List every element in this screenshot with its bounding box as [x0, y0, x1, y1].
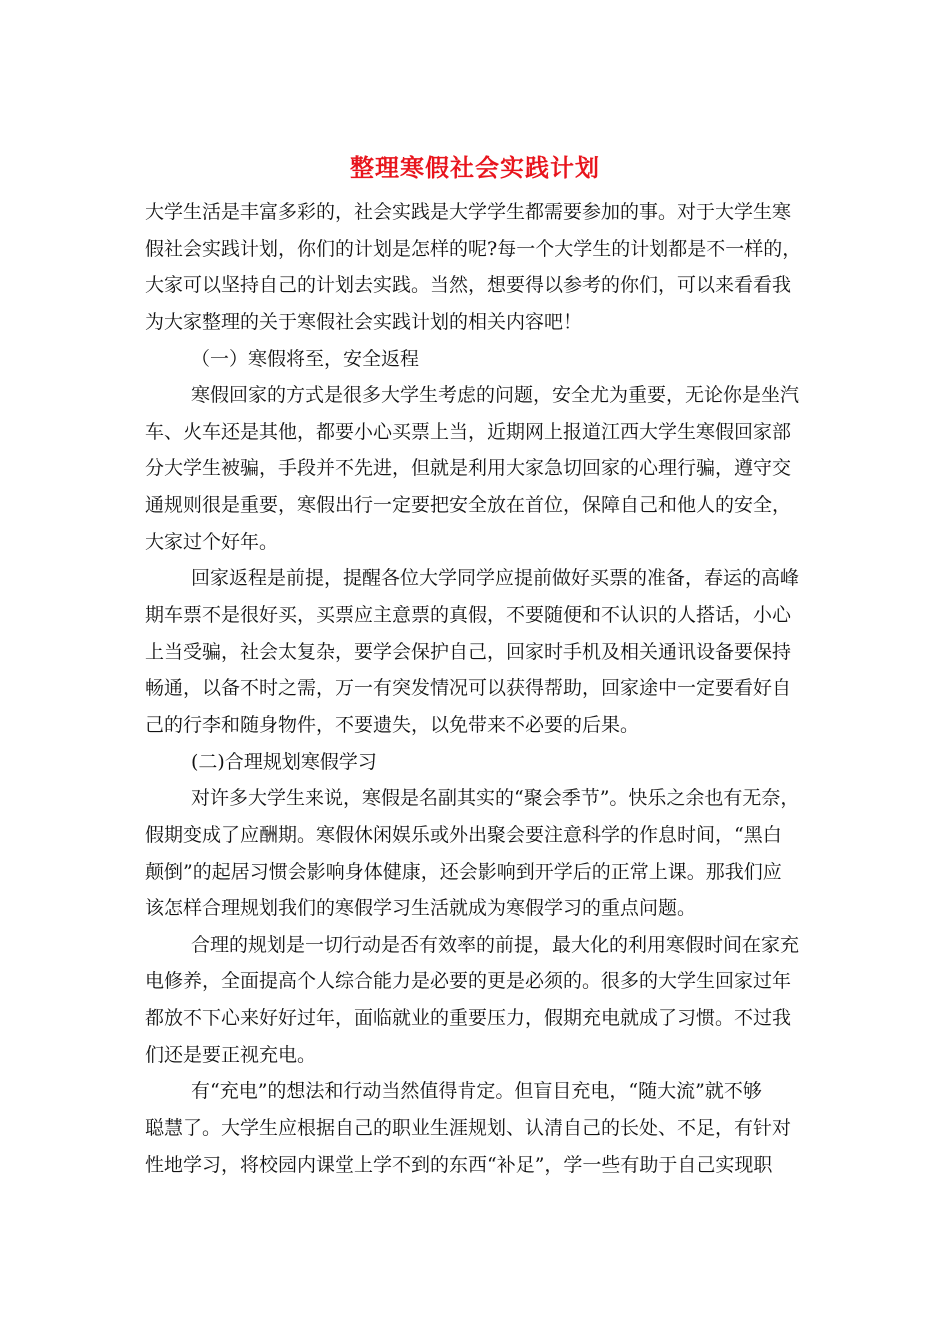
text-line: 合理的规划是一切行动是否有效率的前提，最大化的利用寒假时间在家充 [191, 933, 800, 956]
text-line: 假期变成了应酬期。寒假休闲娱乐或外出聚会要注意科学的作息时间，“黑白 [145, 823, 782, 846]
text-line: 电修养，全面提高个人综合能力是必要的更是必须的。很多的大学生回家过年 [145, 970, 792, 993]
text-line: 该怎样合理规划我们的寒假学习生活就成为寒假学习的重点问题。 [145, 897, 697, 920]
text-line: 寒假回家的方式是很多大学生考虑的问题，安全尤为重要，无论你是坐汽 [191, 384, 800, 407]
text-line: 回家返程是前提，提醒各位大学同学应提前做好买票的准备，春运的高峰 [191, 567, 800, 590]
document-body [145, 194, 827, 1183]
text-line: 分大学生被骗，手段并不先进，但就是利用大家急切回家的心理行骗，遵守交 [145, 457, 792, 480]
text-line: 期车票不是很好买，买票应主意票的真假，不要随便和不认识的人搭话，小心 [145, 604, 792, 627]
document-title: 整理寒假社会实践计划 [350, 153, 600, 182]
text-line: 对许多大学生来说，寒假是名副其实的“聚会季节”。快乐之余也有无奈， [191, 787, 800, 810]
text-line: 有“充电”的想法和行动当然值得肯定。但盲目充电，“随大流”就不够 [191, 1080, 762, 1103]
text-line: 假社会实践计划，你们的计划是怎样的呢?每一个大学生的计划都是不一样的， [145, 237, 802, 260]
text-line: （一）寒假将至，安全返程 [191, 347, 420, 370]
text-line: 大学生活是丰富多彩的，社会实践是大学学生都需要参加的事。对于大学生寒 [145, 201, 792, 223]
text-line: 通规则很是重要，寒假出行一定要把安全放在首位，保障自己和他人的安全， [145, 494, 792, 517]
text-line: 们还是要正视充电。 [145, 1043, 317, 1066]
text-line: 大家过个好年。 [145, 530, 279, 553]
text-line: (二)合理规划寒假学习 [191, 750, 377, 773]
text-line: 大家可以坚持自己的计划去实践。当然，想要得以参考的你们，可以来看看我 [145, 274, 792, 297]
text-line: 己的行李和随身物件，不要遗失，以免带来不必要的后果。 [145, 713, 640, 736]
text-line: 都放不下心来好好过年，面临就业的重要压力，假期充电就成了习惯。不过我 [145, 1007, 792, 1030]
text-line: 车、火车还是其他，都要小心买票上当，近期网上报道江西大学生寒假回家部 [145, 420, 792, 443]
text-line: 性地学习，将校园内课堂上学不到的东西“补足”，学一些有助于自己实现职 [145, 1153, 773, 1176]
text-line: 颠倒”的起居习惯会影响身体健康，还会影响到开学后的正常上课。那我们应 [145, 860, 782, 883]
text-line: 畅通，以备不时之需，万一有突发情况可以获得帮助，回家途中一定要看好自 [145, 677, 792, 700]
text-line: 上当受骗，社会太复杂，要学会保护自己，回家时手机及相关通讯设备要保持 [145, 640, 792, 663]
text-line: 聪慧了。大学生应根据自己的职业生涯规划、认清自己的长处、不足，有针对 [145, 1117, 792, 1140]
text-line: 为大家整理的关于寒假社会实践计划的相关内容吧！ [145, 310, 583, 333]
